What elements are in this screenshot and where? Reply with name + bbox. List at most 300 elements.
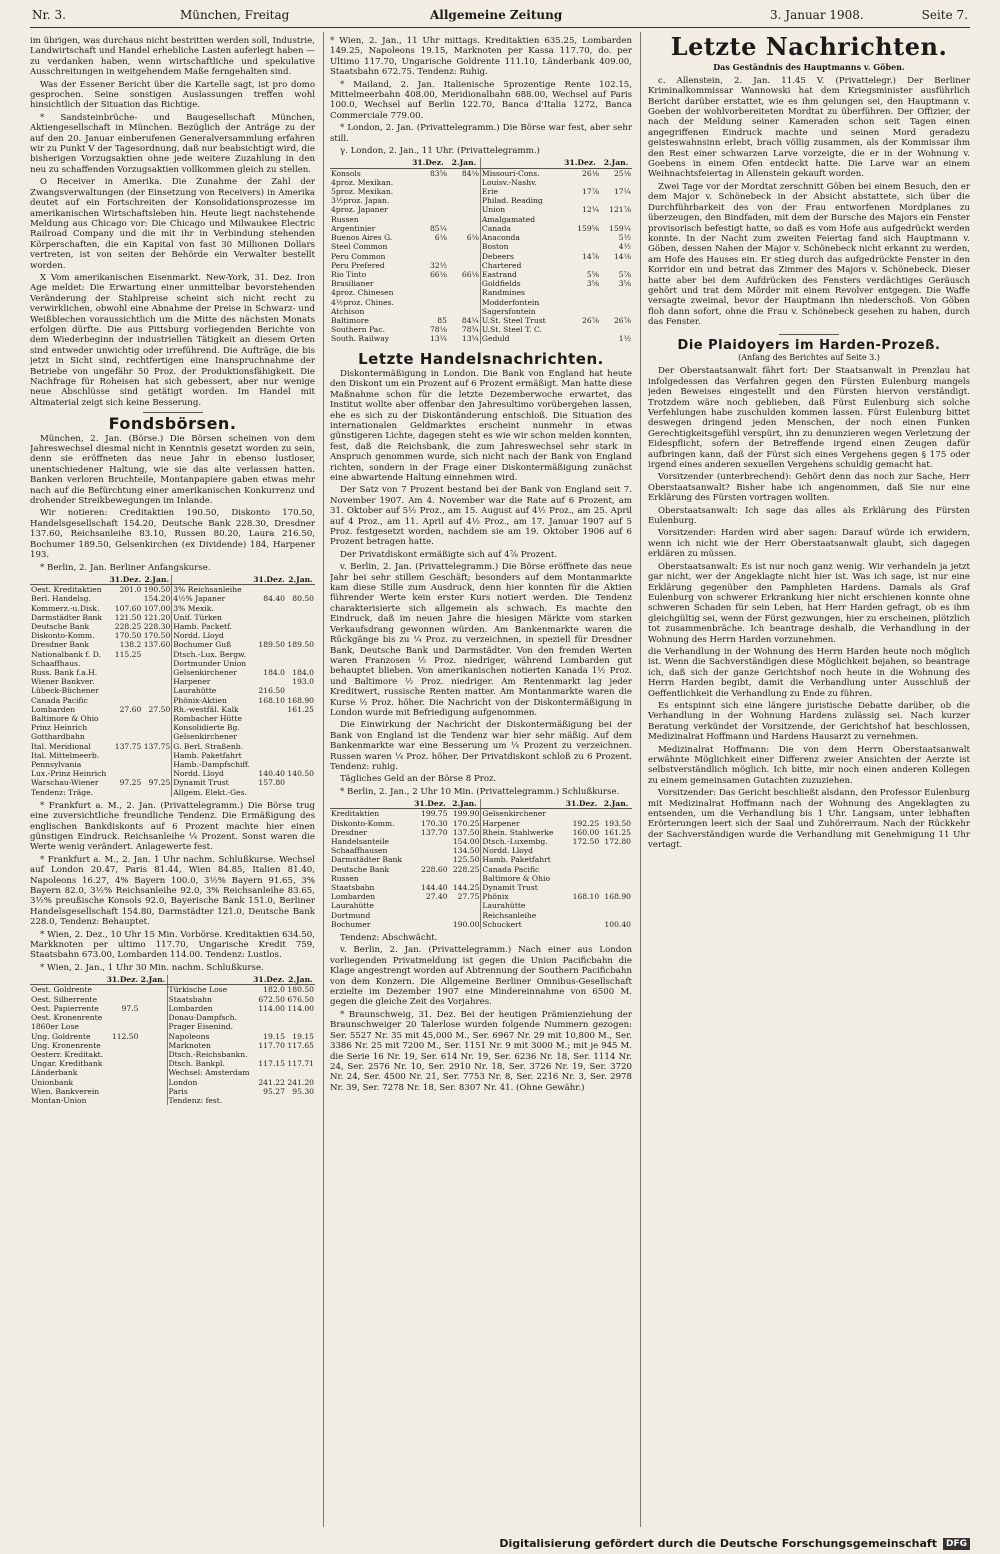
table-row [30,594,315,603]
table-cell: 137.75 [114,741,142,751]
table-row [330,178,632,187]
table-cell: 228.25 [452,864,480,874]
table-cell [286,1050,315,1059]
table-cell [411,855,448,864]
table-cell: 4proz. Mexikan. [331,177,394,187]
table-cell [408,252,448,261]
table-cell: 137.75 [143,741,171,751]
table-cell [560,178,600,187]
table-cell: 190.00 [452,919,480,929]
table-wien-schlusskurse [30,975,315,1105]
article-paragraph: * Mailand, 2. Jan. Italienische 5prozentige Rente 102.15, Mittelmeerbahn 408.00, Meridionalbahn 688.00, Wechsel auf Paris 100.0, Wechsel auf Berlin 122.70, Banca d'Italia 1272, Banca Commerciale 779.00. [330,79,632,121]
table-cell: 14⅛ [613,251,631,261]
table-cell: 157.80 [258,778,285,788]
table-cell: Konsolidierte Bg. [172,723,252,732]
table-cell: 84⅛ [461,168,479,178]
article-paragraph: München, 2. Jan. (Börse.) Die Börsen scheinen von dem Jahreswechsel diesmal nicht in Kenntnis gesetzt worden zu sein, denn sie eröffneten das neue Jahr in ebenso lustloser, unentschiedener Haltung, wie sie das alte verlassen hatten. Banken verloren Bruchteile, Montanpapiere gaben etwas mehr nach auf die Befürchtung einer amerikanischen Konkurrenz und drohender Streikbewegungen im Inlande. [30,433,315,507]
table-cell: 4½ [618,242,631,252]
table-cell [448,196,480,205]
table-cell: Ung. Kronenrente [31,1040,101,1050]
article-paragraph: * Frankfurt a. M., 2. Jan. 1 Uhr nachm. Schlußkurse. Wechsel auf London 20.47, Paris 81.44, Wien 84.85, Italien 81.40, Napoleons 16.27, 4% Bayern 100.0, 3½% Bayern 91.65, 3% Bayern 82.0, 3½% Reichsanleihe 92.0, 3% Reichsanleihe 83.65, 3½% preußische Konsols 92.0, Bayerische Bank 151.0, Berliner Handelsgesellschaft 154.80, Darmstädter 121.0, Deutsche Bank 228.0, Tendenz: Behauptet. [30,854,315,928]
table-row [30,1032,315,1041]
table-cell: Rh.-westfäl. Kalk [172,705,252,714]
column-left [30,36,315,1526]
table-cell: Kreditaktien [331,809,380,819]
table-header-row [330,158,632,168]
table-cell: Laurahütte [331,901,374,911]
table-cell [448,224,480,233]
table-cell: Diskonto-Komm. [31,631,95,641]
table-cell [108,668,142,677]
table-cell: Harpener [172,677,252,686]
table-cell: 112.50 [111,1031,139,1041]
table-cell: Ital. Mittelmeerb. [31,750,100,760]
table-cell: Dortmunder Union [172,659,252,668]
table-cell [252,604,286,613]
table-cell: 154.00 [452,837,480,846]
table-row [330,261,632,270]
table-cell: Türkische Lose [167,985,252,995]
table-cell [252,1068,286,1077]
table-cell: Lombarden [331,892,376,902]
table-cell: 189.50 [258,640,285,650]
table-cell: Bochumer [331,919,371,929]
article-paragraph: Medizinalrat Hoffmann: Die von dem Herrn Oberstaatsanwalt erwähnte Möglichkeit einer Differenz zweier Ansichten der Aerzte ist selbstverständlich möglich. Ich bitte, mir noch einen anderen Kollegen zu einem gemeinsamen Gutachten zuzuziehen. [648,744,970,786]
table-cell [560,196,600,205]
table-cell [286,613,315,622]
table-cell [448,205,480,214]
table-cell [448,215,480,224]
table-cell [448,307,480,316]
table-header-cell: 2.Jan. [600,799,632,809]
table-cell: 26⅛ [582,168,600,178]
table-cell [142,732,171,741]
table-cell: 3⅝ [618,279,631,289]
table-cell [142,677,171,686]
table-cell: 161.25 [287,704,314,714]
table-cell: 676.50 [287,994,314,1004]
table-cell [252,705,286,714]
table-cell: 85 [437,315,447,325]
table-row [330,911,632,920]
table-cell [600,883,632,892]
table-cell [252,742,286,751]
table-cell: 241.20 [287,1077,314,1087]
article-paragraph: Diskontermäßigung in London. Die Bank von England hat heute den Diskont um ein Prozent auf 6 Prozent ermäßigt. Man hatte diese Maßnahme schon für die letzte Dezemberwoche erwartet, das Institut wollte aber offenbar den Jahresultimo vorübergehen lassen, ehe es sich zu der Diskontänderung entschloß. Die Situation des internationalen Geldmarktes erscheint nunmehr in etwas günstigeren Lichte, dagegen steht es wie wir schon melden konnten, fest, daß die Reichsbank, die zum Jahreswechsel sehr stark in Anspruch genommen wurde, sich nicht nach der Bank von England richten, sondern in der Frage einer Diskontermäßigung zunächst eine abwartende Haltung einnehmen wird. [330,368,632,483]
table-cell [252,714,286,723]
table-cell [252,751,286,760]
table-header-cell: 2.Jan. [286,975,315,985]
table-cell [105,995,139,1004]
table-cell: Russen [331,873,359,883]
table-cell [600,178,632,187]
table-cell: Oest. Goldrente [31,985,92,995]
table-cell [600,901,632,910]
page-header [30,6,970,24]
table-cell [108,659,142,668]
table-header-cell: 31.Dez. [253,574,285,584]
column-divider [323,32,324,1527]
table-cell [286,1022,315,1031]
table-cell: Boston [480,242,559,251]
table-cell: Wechsel: Amsterdam [167,1068,252,1077]
table-cell: 168.90 [287,695,314,705]
table-cell [408,298,448,307]
table-cell [286,650,315,659]
table-cell: 78⅛ [429,325,447,335]
table-cell [563,883,600,892]
table-header-cell: 2.Jan. [140,975,166,985]
table-cell: 66⅛ [461,269,479,279]
table-cell: 19.15 [292,1031,314,1041]
table-cell: Paris [167,1087,252,1096]
table-cell [286,1096,315,1105]
table-cell: Eastrand [480,270,559,279]
table-cell [139,1096,167,1105]
table-cell: Schuckert [481,920,563,929]
table-cell: 13¼ [429,334,447,344]
article-paragraph: Oberstaatsanwalt: Es ist nur noch ganz wenig. Wir verhandeln ja jetzt gar nicht, wer der Angeklagte nicht hier ist. Was ich sage, ist nur eine Erklärung gegenüber den Pamphleten Hardens. Damals als Graf Eulenburg von schwerer Erkrankung hier nicht erschienen konnte ohne schweren Schaden für sein Leben, hat Herr Harden gefragt, ob es ihm gleichgültig sei, wenn der Fürst gezwungen, hier zu erscheinen, plötzlich tot zusammenbräche. Ich beantrage deshalb, die Verhandlung in der Wohnung des Herrn Harden vorzunehmen. [648,561,970,645]
table-cell: Staatsbahn [167,995,252,1004]
table-cell [105,1059,139,1068]
column-middle [330,36,632,1526]
table-cell [600,855,632,864]
table-cell: Kommerz.-u.Disk. [31,603,100,613]
table-cell: 199.75 [421,809,448,819]
table-row [330,316,632,325]
table-cell [252,732,286,741]
table-cell [142,760,171,769]
table-row [330,307,632,316]
table-cell [108,732,142,741]
table-header-cell [481,799,563,809]
table-cell: 27.50 [148,704,171,714]
table-cell [408,187,448,196]
table-cell [105,1078,139,1087]
table-cell [139,1050,167,1059]
table-cell [600,261,632,270]
table-cell: 27.40 [425,892,448,902]
article-paragraph: Der Privatdiskont ermäßigte sich auf 4⅞ Prozent. [340,549,558,560]
table-row [30,1022,315,1031]
article-paragraph: * Wien, 2. Dez., 10 Uhr 15 Min. Vorbörse. Kreditaktien 634.50, Markknoten per ultimo 117.70, Ungarische Kredit 759, Staatsbahn 673.00, Lombarden 114.00. Tendenz: Lustlos. [30,929,315,961]
column-divider [640,32,641,1527]
article-subtitle: Das Geständnis des Hauptmanns v. Göben. [713,62,905,73]
table-cell [448,288,480,297]
table-cell [408,215,448,224]
table-cell: Handelsanteile [331,837,390,846]
table-cell: 115.25 [114,649,142,659]
table-cell: 144.40 [421,883,448,893]
table-cell: 1½ [618,334,631,344]
article-paragraph: Vorsitzender (unterbrechend): Gehört denn das noch zur Sache, Herr Oberstaatsanwalt? Bisher habe ich angenommen, daß Sie nur eine Erklärung des Fürsten vortragen wollten. [648,472,970,504]
article-paragraph: * Sandsteinbrüche- und Baugesellschaft München, Aktiengesellschaft in München. Bezüglich der Anträge zu der auf den 20. Januar einberufenen Generalversammlung erfahren wir zu Punkt V der Tagesordnung, daß nur beabsichtigt wird, die bisherigen Vorzugsaktien ohne jede weitere Zuzahlung in den neu zu schaffenden Vorzugsaktien vollkommen gleich zu stellen. [30,112,315,175]
table-cell: Dynamit Trust [481,883,563,892]
table-cell: 95.30 [292,1086,314,1096]
table-cell: Deutsche Bank [331,864,390,874]
table-cell: Gelsenkirchener [172,668,252,677]
table-cell: Hamb. Packetf. [172,622,252,631]
table-cell: 84.40 [263,594,285,604]
table-cell: 182.0 [263,985,285,995]
section-title-letzte-nachrichten: Letzte Nachrichten. [670,36,948,61]
table-cell [600,307,632,316]
divider [779,334,839,335]
table-cell: Tendenz: Träge. [31,787,94,797]
table-cell [286,659,315,668]
table-cell [108,686,142,695]
table-cell: 159¼ [609,223,631,233]
table-cell [108,714,142,723]
table-row [30,659,315,668]
table-cell [139,1078,167,1087]
table-cell: 184.0 [263,667,285,677]
table-cell: London [167,1078,252,1087]
table-cell: Berl. Handelsg. [31,594,91,604]
table-cell: Phönix-Aktien [172,696,252,705]
table-row [30,1078,315,1087]
table-cell: 228.30 [143,621,171,631]
table-cell [448,187,480,196]
table-cell: Lombarden [167,1004,252,1013]
table-row [330,270,632,279]
table-cell: Konsols [331,168,361,178]
table-cell: Peru Common [331,251,386,261]
table-cell: 80.50 [292,594,314,604]
table-cell: Ung. Goldrente [31,1031,91,1041]
table-cell: 4proz. Chinesen [331,288,394,298]
table-cell: Unionbank [31,1077,74,1087]
digitization-footer [499,1537,970,1550]
table-cell: 170.50 [114,631,142,641]
table-berlin-schlusskurse [330,799,632,929]
table-cell: Warschau-Wiener [31,778,99,788]
table-cell: 5proz. Mexikan. [331,187,394,197]
table-cell: Phönix [481,892,563,901]
table-cell: Canada Pacific [31,695,88,705]
table-cell [411,874,448,883]
table-cell: 17¼ [613,187,631,197]
table-cell: 12¼ [582,205,600,215]
table-row [330,325,632,334]
table-row [30,705,315,714]
table-cell [139,1059,167,1068]
table-cell [286,622,315,631]
table-cell [142,714,171,723]
table-cell: Steel Common [331,242,388,252]
table-cell: South. Railway [331,334,390,344]
table-row [30,631,315,640]
table-cell: Prager Eisenind. [167,1022,252,1031]
table-cell: Gotthardbahn [31,732,85,742]
footer-text: Digitalisierung gefördert durch die Deutsche Forschungsgemeinschaft [499,1537,937,1550]
table-cell: 1860er Lose [31,1022,79,1032]
table-cell: 19.15 [263,1031,285,1041]
table-cell: 180.50 [287,985,314,995]
table-header-cell: 2.Jan. [448,158,480,168]
table-cell: 3% Mexik. [172,604,252,613]
table-cell: Argentinier [331,223,376,233]
table-row [330,809,632,819]
table-row [30,732,315,741]
table-row [30,742,315,751]
article-paragraph: * London, 2. Jan. (Privattelegramm.) Die Börse war fest, aber sehr still. [330,123,632,144]
table-row [330,920,632,929]
table-cell: Rombacher Hütte [172,714,252,723]
table-cell [286,760,315,769]
table-cell [560,325,600,334]
table-row [30,985,315,995]
table-cell: 27.60 [119,704,142,714]
table-cell [560,334,600,343]
table-cell [563,901,600,910]
table-cell: 172.50 [572,837,600,846]
page-number: Seite 7. [921,8,968,22]
table-cell: 168.10 [258,695,285,705]
table-cell [560,261,600,270]
table-cell: 168.10 [572,892,600,902]
table-cell [139,995,167,1004]
table-cell [252,613,286,622]
table-cell: 184.0 [292,667,314,677]
table-row [330,892,632,901]
table-row [30,677,315,686]
table-header-cell [167,975,252,985]
table-cell: U.St. Steel T. C. [480,325,559,334]
table-cell [286,732,315,741]
table-cell: Louisv.-Nashv. [480,178,559,187]
table-row [30,585,315,595]
table-cell [108,760,142,769]
table-cell: Darmstädter Bank [331,855,402,865]
table-cell: 5½ [618,233,631,243]
table-header-cell [30,575,108,585]
article-paragraph: X Vom amerikanischen Eisenmarkt. New-York, 31. Dez. Iron Age meldet: Die Erwartung einer unmittelbar bevorstehenden Veränderung der Stahlpreise scheint sich nicht recht zu verwirklichen, obwohl eine Abnahme der Preise in Schwarz- und Weißblechen voraussichtlich um die Mitte des nächsten Monats erfolgen dürfte. Die aus Pittsburg vorliegenden Berichte von dem Wiederbeginn der industriellen Tätigkeit an diesem Orten sind entweder unwichtig oder irreführend. Die Aufträge, die bis jetzt in Sicht sind, rechtfertigen eine Inanspruchnahme der Betriebe von ungefähr 50 Proz. der Produktionsfähigkeit. Die Nachfrage für Roheisen hat sich gebessert, aber nur wenige neue Abschlüsse sind getätigt worden. Im Handel mit Altmaterial zeigt sich keine Besserung. [30,272,315,408]
table-cell: G. Berl. Straßenb. [172,742,252,751]
table-row [330,334,632,343]
table-row [30,668,315,677]
table-row [330,242,632,251]
table-cell: Pennsylvania [31,759,82,769]
table-row [30,1050,315,1059]
article-paragraph: v. Berlin, 2. Jan. (Privattelegramm.) Nach einer aus London vorliegenden Privatmeldung ist gegen die Union Pacificbahn die Klage angestrengt worden auf Abtrennung der Southern Pacificbahn von dem Konzern. Die Allgemeine Berliner Omnibus-Gesellschaft erzielte im Dezember 1907 eine Mindereinnahme von 6500 M. gegen die gleiche Zeit des Vorjahres. [330,945,632,1008]
table-row [330,279,632,288]
table-footnote: Tendenz: Abschwächt. [340,933,438,944]
table-cell [411,837,448,846]
table-cell [252,1013,286,1022]
table-cell: Canada [480,224,559,233]
table-cell [139,1032,167,1041]
table-cell [286,686,315,695]
table-header-cell: 2.Jan. [449,799,481,809]
table-cell: 241.22 [258,1077,285,1087]
article-paragraph: O Receiver in Amerika. Die Zunahme der Zahl der Zwangsverwaltungen (der Einsetzung von Receivers) in Amerika deutet auf ein Fortschreiten der Konsolidationsprozesse im amerikanischen Wirtschaftsleben hin. Heute liegt nachstehende Meldung aus Chicago vor: Die Chicago und Milwaukee Electric Railroad Company und die mit ihr in Verbindung stehenden Körperschaften, die ein Kapital von fast 30 Millionen Dollars vertreten, ist von seiten der Behörde ein Verwalter bestellt worden. [30,177,315,271]
table-cell: Bochumer Guß [172,640,252,649]
table-cell: Erie [480,187,559,196]
table-cell [252,1022,286,1031]
table-cell [286,742,315,751]
table-row [30,769,315,778]
table-cell [252,723,286,732]
table-row [30,1059,315,1068]
table-cell: Sagersfontein [480,307,559,316]
table-row [30,1041,315,1050]
table-cell: Darmstädter Bank [31,612,102,622]
table-cell: Diskonto-Komm. [331,818,395,828]
table-cell [139,1022,167,1031]
column-right [648,36,970,1526]
table-berlin-anfangskurse [30,575,315,797]
article-paragraph: Der Oberstaatsanwalt fährt fort: Der Staatsanwalt in Prenzlau hat infolgedessen das Verfahren gegen den Fürsten Eulenburg mangels jeden Beweises eingestellt und den Fürsten hiervon verständigt. Trotzdem wäre noch geblieben, daß Fürst Eulenburg sich solche Verfehlungen habe zuschulden kommen lassen. Fürst Eulenburg bittet deswegen dringend jeden Menschen, der noch einen Funken Gerechtigkeitsgefühl verspürt, ihn zu denunzieren wegen Verletzung der Eidespflicht, sofern der Betreffende irgend einen Zeugen dafür aufbringen kann, daß der Fürst sich eines Vergehens gegen § 175 oder irgend eines anderen sexuellen Vergehens schuldig gemacht hat. [648,366,970,471]
table-cell: Gelsenkirchener [481,809,563,819]
issue-number: Nr. 3. [32,8,66,22]
table-cell: Randmines [480,288,559,297]
table-row [30,1013,315,1022]
table-cell: Oesterr. Kreditakt. [31,1049,104,1059]
table-row [330,187,632,196]
table-cell: Dynamit Trust [172,778,252,787]
table-cell [408,205,448,214]
table-header-cell [30,975,105,985]
table-cell [408,279,448,288]
table-cell: Hamb.-Dampfschiff. [172,760,252,769]
table-cell [105,985,139,995]
table-cell: Dtsch.-Lux. Bergw. [172,650,252,659]
table-cell [252,788,286,797]
table-cell [252,659,286,668]
table-header-cell: 2.Jan. [142,575,171,585]
table-cell: Ungar. Kreditbank [31,1059,103,1069]
table-cell: 228.25 [114,621,142,631]
table-cell [139,1041,167,1050]
table-cell: Baltimore & Ohio [481,874,563,883]
table-cell [408,196,448,205]
table-row [30,1087,315,1096]
table-cell [139,1087,167,1096]
table-row [30,760,315,769]
table-cell: 78¾ [461,325,479,335]
table-cell [286,788,315,797]
table-cell: Union [480,205,559,214]
table-cell: 172.80 [604,837,631,846]
table-row [330,224,632,233]
table-cell: Oest. Kronenrente [31,1013,103,1023]
table-cell: 26⅞ [582,315,600,325]
table-cell [448,242,480,251]
table-cell [142,751,171,760]
table-cell: Modderfontein [480,298,559,307]
table-cell: Laurahütte [172,686,252,695]
table-cell: Rio Tinto [331,269,367,279]
table-header-cell: 31.Dez. [563,799,600,809]
table-cell: 672.50 [258,994,285,1004]
table-cell: Canada Pacific [481,865,563,874]
table-row [30,650,315,659]
table-cell [448,261,480,270]
table-cell: 216.50 [258,686,285,696]
article-paragraph: Was der Essener Bericht über die Kartelle sagt, ist pro domo gesprochen. Seine sonstigen Auslassungen treffen wohl hinsichtlich der Situation das Richtige. [30,79,315,111]
table-cell: Chartered [480,261,559,270]
table-heading: * Berlin, 2. Jan. Berliner Anfangskurse. [40,562,211,573]
table-row [330,865,632,874]
table-cell: Donau-Dampfsch. [167,1013,252,1022]
table-cell: 13¼ [461,334,479,344]
table-cell: 66⅛ [429,269,447,279]
section-title-fondsboersen: Fondsbörsen. [108,414,237,434]
table-cell [105,1013,139,1022]
table-header-cell [172,575,252,585]
table-cell [563,855,600,864]
